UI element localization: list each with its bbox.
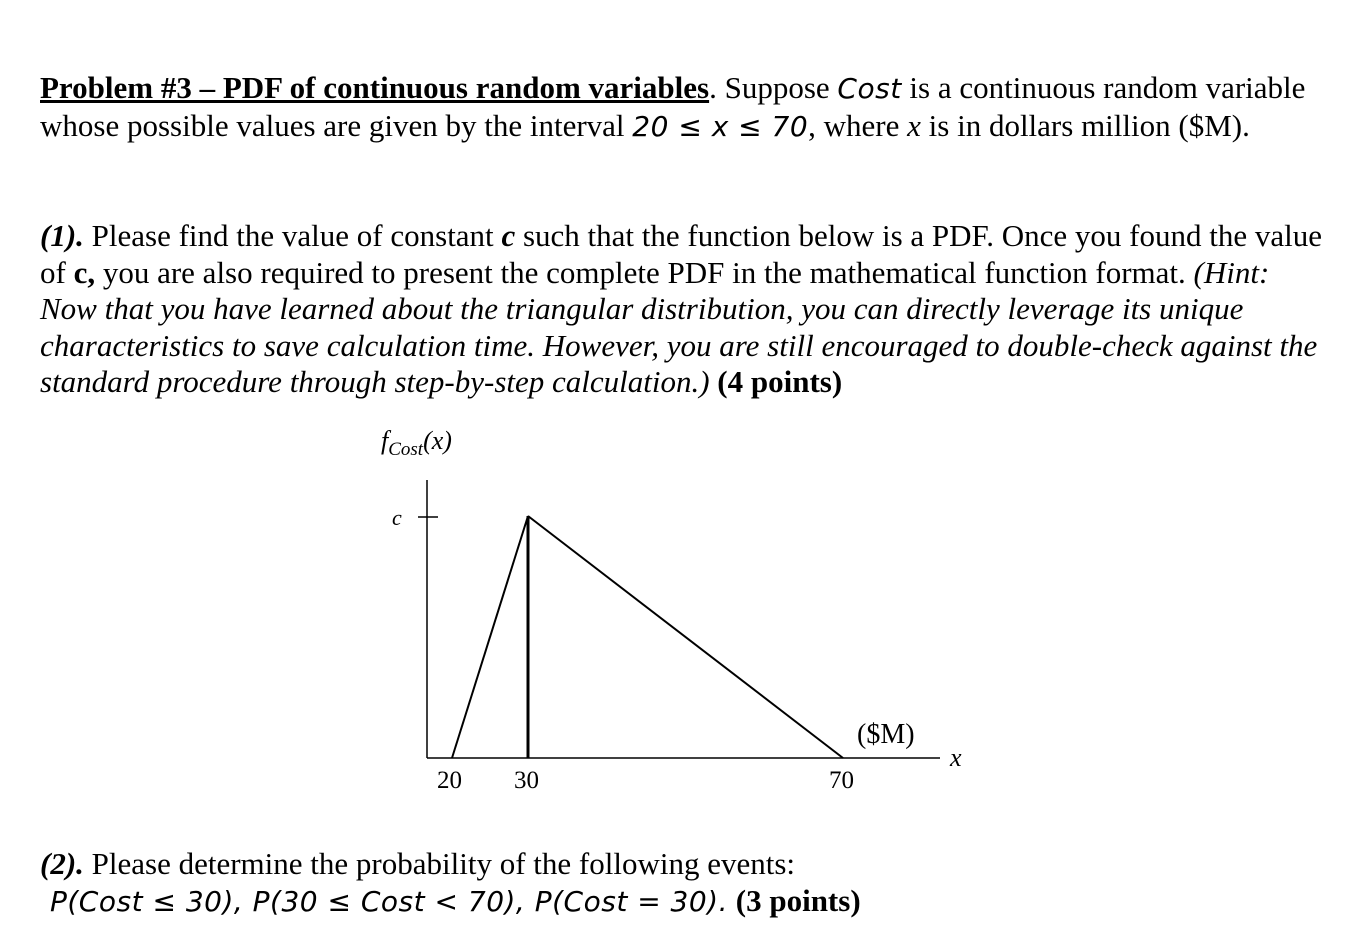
x-tick-20: 20	[437, 767, 462, 794]
q1-text-b: such that the function below is a PDF. Once you found the value of	[40, 218, 1323, 290]
x-tick-30: 30	[514, 767, 539, 794]
intro-text-b: is a continuous random variable whose possible values are given by the interval	[40, 70, 1306, 143]
cost-variable: Cost	[837, 72, 902, 105]
x-tick-70: 70	[829, 767, 854, 794]
hint-text: (Hint: Now that you have learned about the triangular distribution, you can directly leverage its unique characteristics to save calculation time. However, you are still encouraged to double-check against the standard procedure through step-by-step calculation.)	[40, 254, 1318, 399]
constant-c-2: c,	[73, 254, 96, 290]
probability-events	[40, 883, 1330, 921]
events-expression: P(Cost ≤ 30), P(30 ≤ Cost < 70), P(Cost = 30).	[50, 884, 729, 918]
intro-text-c: , where	[808, 107, 908, 143]
q1-text-c: you are also required to present the complete PDF in the mathematical function format.	[95, 254, 1194, 290]
problem-intro	[40, 70, 1330, 145]
unit-label: ($M)	[857, 719, 915, 750]
question-1	[40, 218, 1330, 401]
constant-c: c	[501, 218, 516, 253]
x-axis-label: x	[950, 743, 962, 772]
x-variable: x	[907, 107, 921, 143]
question-2-label: (2).	[40, 846, 84, 881]
q1-points: (4 points)	[709, 364, 843, 399]
pdf-falling-edge	[528, 516, 843, 758]
pdf-rising-edge	[452, 516, 528, 758]
y-axis-label: $f_{Cost}(x)$	[381, 426, 452, 460]
q1-text-a: Please find the value of constant	[83, 218, 502, 253]
question-2	[40, 846, 1330, 920]
interval-expression: 20 ≤ x ≤ 70	[632, 109, 809, 143]
q2-points: (3 points)	[728, 882, 861, 918]
problem-title: Problem #3 – PDF of continuous random variables	[40, 70, 710, 105]
q2-text: Please determine the probability of the following events:	[83, 846, 795, 881]
intro-text-d: is in dollars million ($M).	[920, 107, 1250, 143]
intro-text-a: . Suppose	[709, 70, 838, 105]
c-tick-label: c	[392, 505, 402, 530]
question-1-label: (1).	[40, 218, 84, 253]
question-2-prompt	[40, 846, 1330, 883]
